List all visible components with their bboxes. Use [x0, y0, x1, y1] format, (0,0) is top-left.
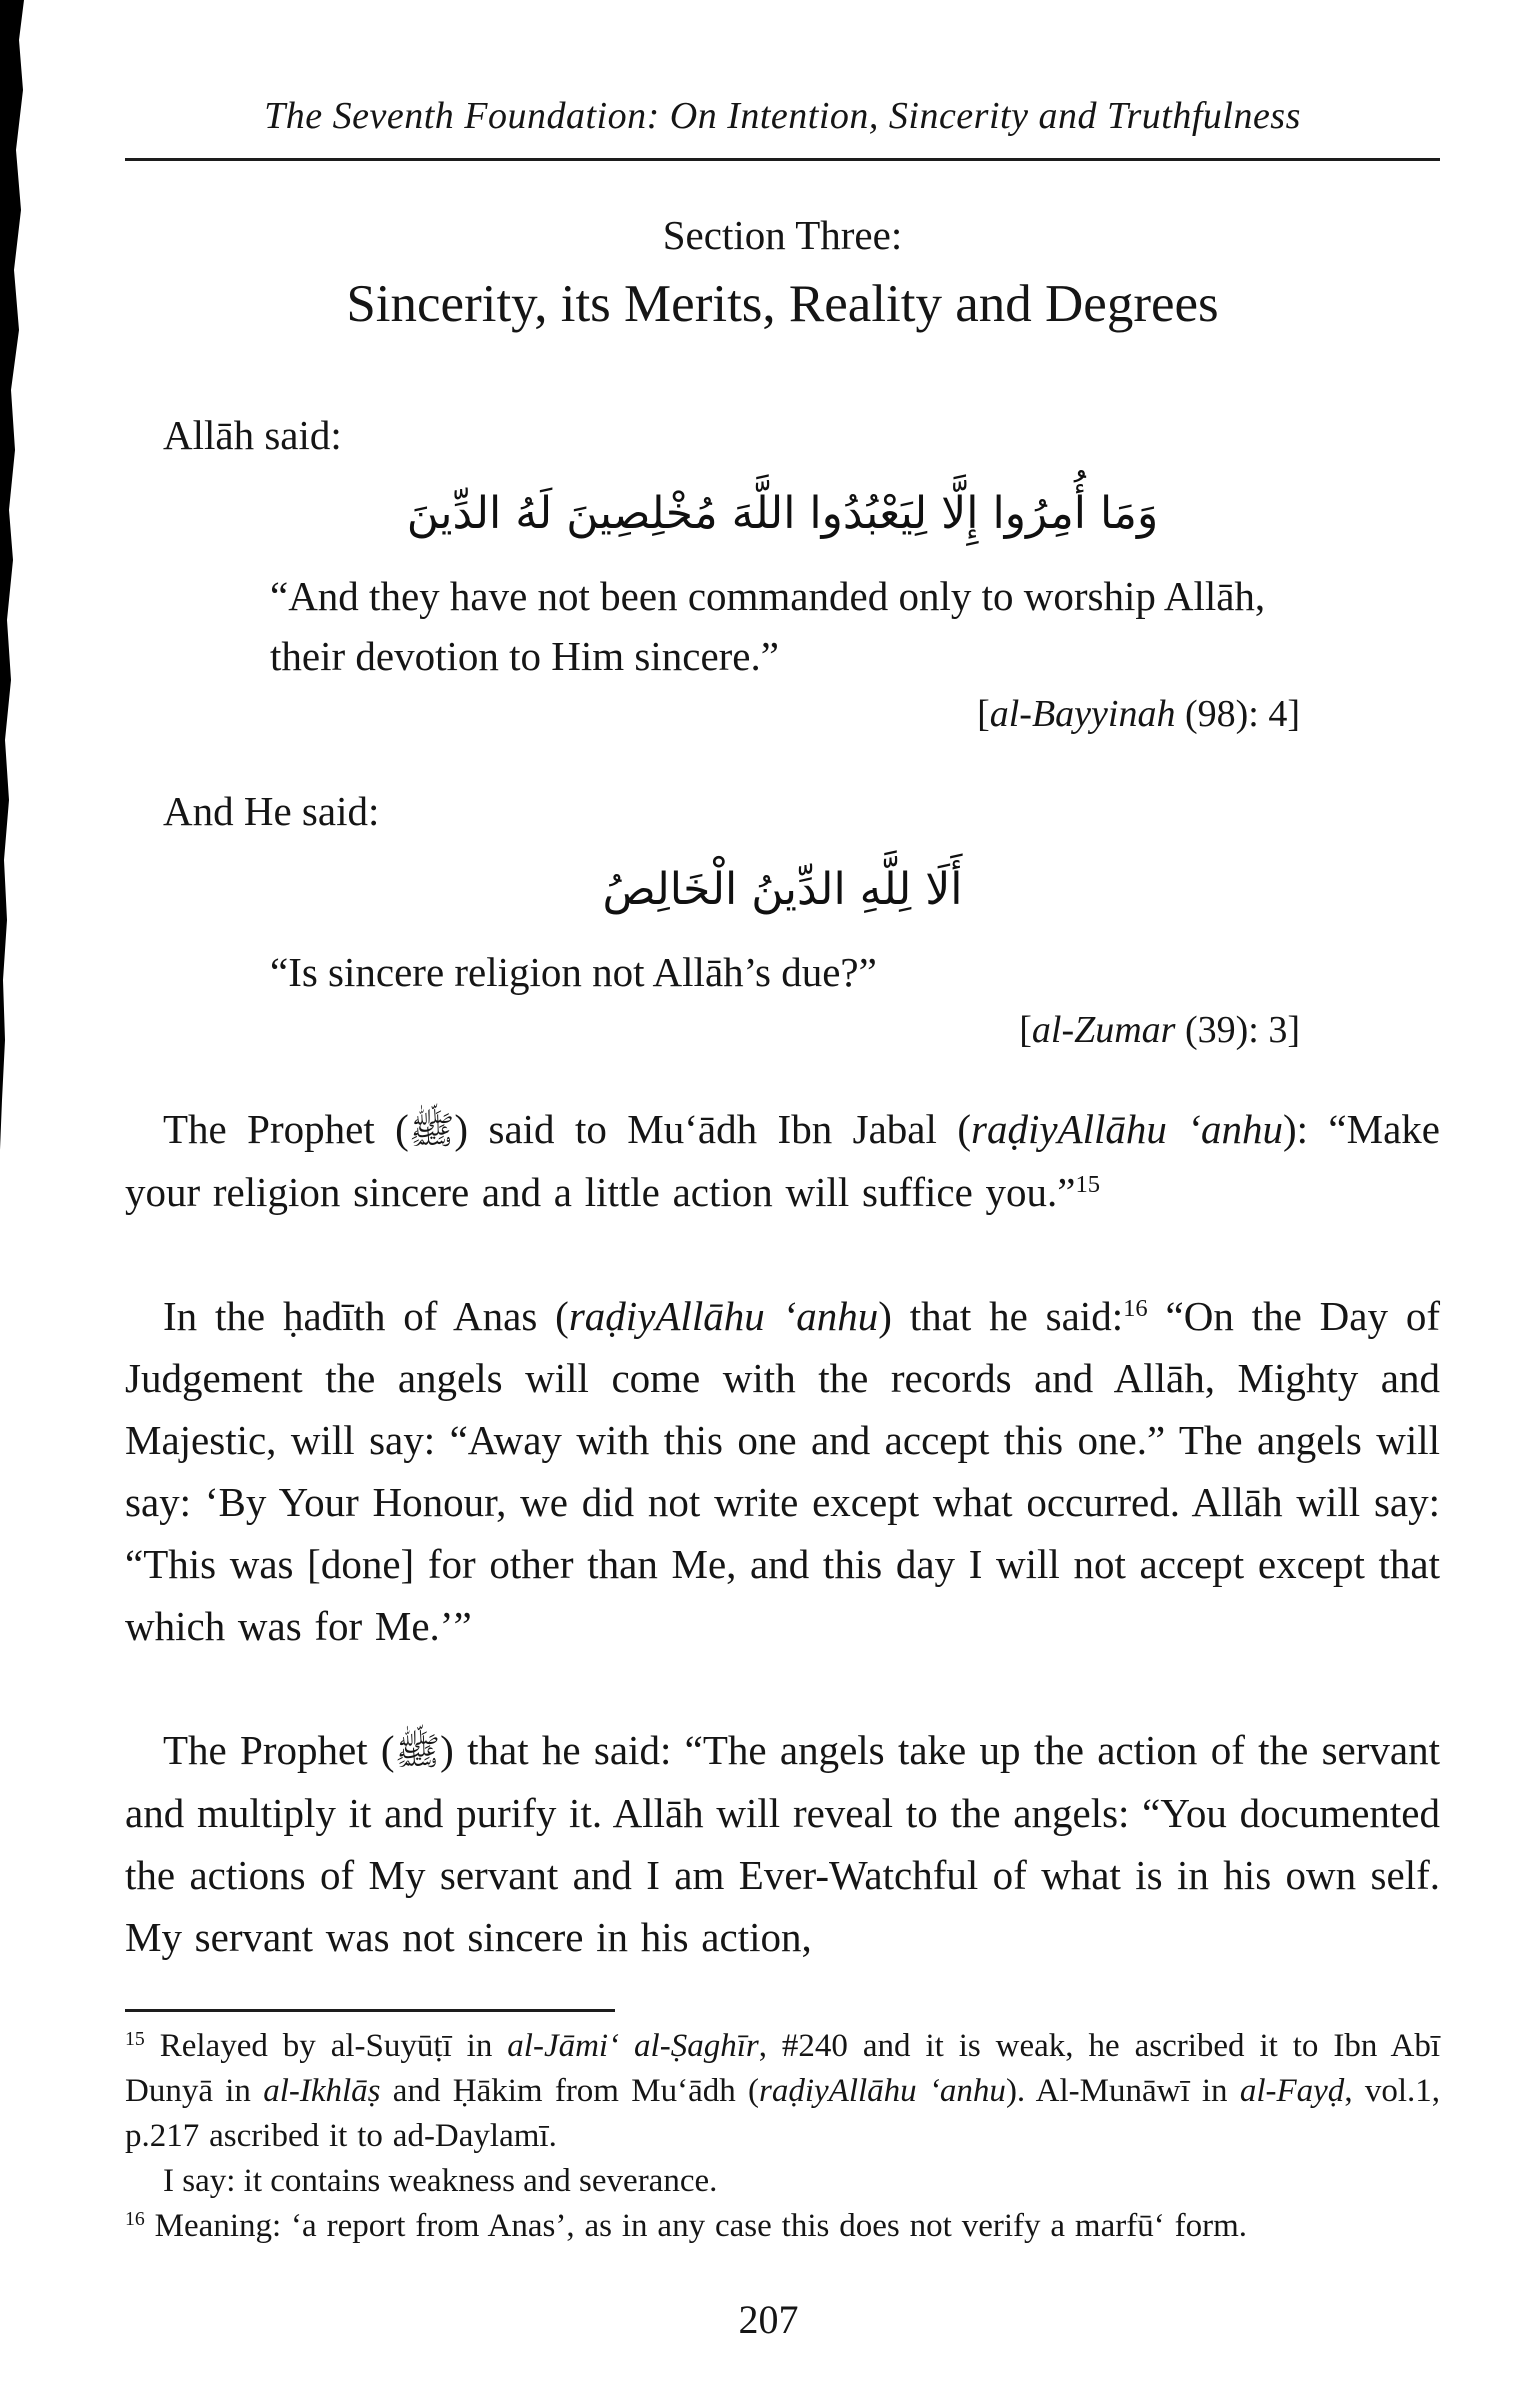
quote-2-arabic-verse: أَلَا لِلَّهِ الدِّينُ الْخَالِصُ: [602, 864, 963, 915]
quote-1-translation: “And they have not been commanded only to worship Allāh, their devotion to Him sincere.”: [270, 573, 1266, 679]
quote-1-intro: Allāh said:: [163, 412, 342, 458]
quote-block-1: [125, 410, 1440, 738]
body-paragraph-3: The Prophet (ﷺ) that he said: “The angels take up the action of the servant and multiply it and purify it. Allāh will reveal to the angels: “You documented the actions of My servant and I am Ever-Watchful of what is in his own self. My servant was not sincere in his action,: [125, 1727, 1440, 1960]
footnote-15-comment: I say: it contains weakness and severance.: [163, 2163, 718, 2199]
header-rule: [125, 158, 1440, 161]
footnote-15: $^{15}$ Relayed by al-Suyūṭī in al-Jāmi‘ al-Ṣaghīr, #240 and it is weak, he ascribed it to Ibn Abī Dunyā in al-Ikhlāṣ and Ḥākim from Mu‘ādh (raḍiyAllāhu ‘anhu). Al-Munāwī in al-Fayḍ, vol.1, p.217 ascribed it to ad-Daylamī.: [125, 2028, 1441, 2154]
footnote-rule: [125, 2009, 615, 2012]
quote-1-citation: [al-Bayyinah (98): 4]: [977, 693, 1300, 735]
body-paragraph-2: In the ḥadīth of Anas (raḍiyAllāhu ‘anhu) that he said:$^{16}$ “On the Day of Judgement the angels will come with the records and Allāh, Mighty and Majestic, will say: “Away with this one and accept this one.” The angels will say: ‘By Your Honour, we did not write except what occurred. Allāh will say: “This was [done] for other than Me, and this day I will not accept except that which was for Me.’”: [125, 1293, 1440, 1649]
quote-1-arabic-verse: وَمَا أُمِرُوا إِلَّا لِيَعْبُدُوا اللَّهَ مُخْلِصِينَ لَهُ الدِّينَ: [406, 488, 1159, 539]
footnote-16: $^{16}$ Meaning: ‘a report from Anas’, as in any case this does not verify a marfū‘ form.: [125, 2208, 1248, 2244]
page-number: 207: [738, 2297, 799, 2342]
quote-2-translation: “Is sincere religion not Allāh’s due?”: [270, 949, 877, 995]
quote-2-citation: [al-Zumar (39): 3]: [1019, 1009, 1300, 1051]
page-title: Sincerity, its Merits, Reality and Degrees: [346, 275, 1219, 333]
section-label: Section Three:: [662, 212, 903, 258]
page-content: [125, 0, 1440, 2249]
scan-artifact-left-edge: [0, 0, 34, 1150]
running-header: The Seventh Foundation: On Intention, Sincerity and Truthfulness: [264, 95, 1301, 137]
body-paragraph-1: The Prophet (ﷺ) said to Mu‘ādh Ibn Jabal (raḍiyAllāhu ‘anhu): “Make your religion sincere and a little action will suffice you.”$^{15}$: [125, 1106, 1440, 1215]
quote-2-intro: And He said:: [163, 788, 380, 834]
quote-block-2: [125, 786, 1440, 1054]
